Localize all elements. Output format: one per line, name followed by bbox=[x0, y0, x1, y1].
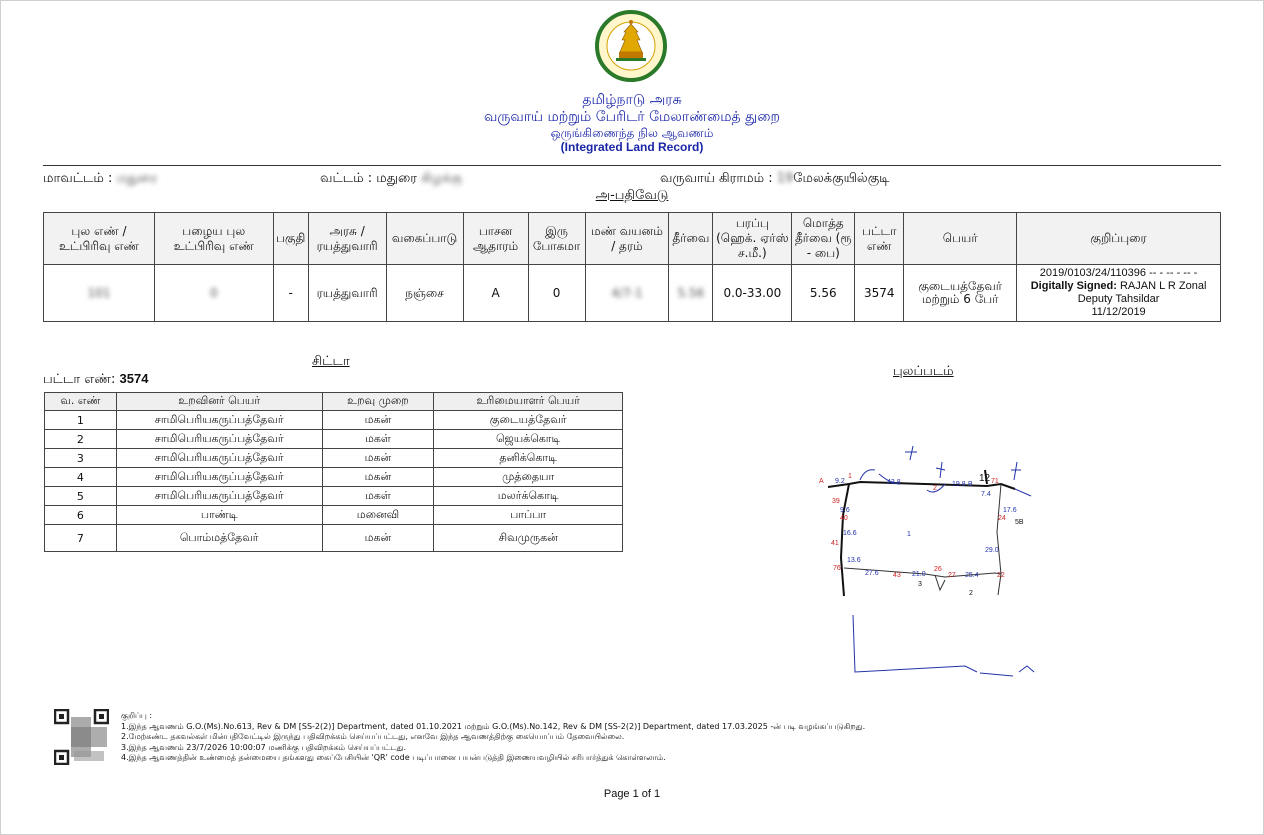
column-header: பழைய புல உட்பிரிவு எண் bbox=[154, 213, 273, 265]
owner-name-cell: சிவமுருகன் bbox=[434, 525, 623, 552]
note-line: 1.இந்த ஆவணம் G.O.(Ms).No.613, Rev & DM [SS-2(2)] Department, dated 01.10.2021 மற்றும் G.O.(Ms).No.142, Rev & DM [SS-2(2)] Department, dated 17.03.2025 -ன் படி வழங்கப்படுகிறது. bbox=[121, 721, 866, 731]
map-label: 43 bbox=[893, 572, 901, 579]
taluk-value-blurred: கிழக்கு bbox=[421, 171, 463, 186]
column-header: மொத்த தீர்வை (ரூ - பை) bbox=[792, 213, 855, 265]
relation-cell: மகன் bbox=[322, 411, 434, 430]
district-field bbox=[43, 171, 157, 187]
owner-name-cell: மலர்க்கொடி bbox=[434, 487, 623, 506]
survey-number-cell: 101 bbox=[44, 265, 155, 322]
relative-name-cell: பாண்டி bbox=[116, 506, 322, 525]
map-label: 24 bbox=[998, 515, 1006, 522]
serial-cell: 1 bbox=[45, 411, 117, 430]
village-value: மேலக்குயில்குடி bbox=[793, 171, 890, 186]
map-label: 5B bbox=[1015, 519, 1024, 526]
chitta-title: சிட்டா bbox=[312, 354, 350, 369]
map-label: A bbox=[819, 478, 824, 485]
chitta-table bbox=[44, 392, 623, 552]
map-label: 21.0 bbox=[912, 571, 926, 578]
owner-name-cell: குடையத்தேவர் bbox=[434, 411, 623, 430]
taluk-field bbox=[320, 171, 462, 187]
relation-cell: மனைவி bbox=[322, 506, 434, 525]
map-label: 13.6 bbox=[847, 557, 861, 564]
column-header: பட்டா எண் bbox=[855, 213, 904, 265]
map-label: 3 bbox=[918, 581, 922, 588]
field-map-title: புலப்படம் bbox=[893, 364, 954, 379]
relative-name-cell: சாமிபெரியகருப்பத்தேவர் bbox=[116, 449, 322, 468]
serial-cell: 5 bbox=[45, 487, 117, 506]
government-title: தமிழ்நாடு அரசு bbox=[582, 92, 682, 108]
relation-cell: மகன் bbox=[322, 525, 434, 552]
relative-name-cell: சாமிபெரியகருப்பத்தேவர் bbox=[116, 430, 322, 449]
owner-name-cell: பாப்பா bbox=[434, 506, 623, 525]
double-crop-cell: 0 bbox=[528, 265, 585, 322]
header-divider bbox=[43, 165, 1221, 166]
table-row bbox=[45, 449, 623, 468]
district-value: மதுரை bbox=[116, 171, 158, 186]
map-label: 41 bbox=[831, 540, 839, 547]
column-header: தீர்வை bbox=[669, 213, 713, 265]
map-label: 1 bbox=[848, 473, 852, 480]
map-label: 43.8 bbox=[887, 479, 901, 486]
relative-name-cell: பொம்மத்தேவர் bbox=[116, 525, 322, 552]
record-title-english: (Integrated Land Record) bbox=[560, 140, 704, 154]
relation-cell: மகள் bbox=[322, 430, 434, 449]
map-label: 12 bbox=[979, 473, 991, 484]
map-label: 17.6 bbox=[1003, 507, 1017, 514]
signed-label: Digitally Signed: bbox=[1030, 280, 1117, 292]
map-label: 9.2 bbox=[835, 478, 845, 485]
notes-section bbox=[121, 711, 865, 764]
column-header: உறவினர் பெயர் bbox=[116, 393, 322, 411]
table-row bbox=[45, 411, 623, 430]
relation-cell: மகன் bbox=[322, 468, 434, 487]
record-title-tamil: ஒருங்கிணைந்த நில ஆவணம் bbox=[550, 126, 714, 140]
column-header: இரு போகமா bbox=[528, 213, 585, 265]
map-label: 9.6 bbox=[840, 507, 850, 514]
owner-name-cell: தனிக்கொடி bbox=[434, 449, 623, 468]
column-header: அரசு / ரயத்துவாரி bbox=[308, 213, 386, 265]
map-label: B bbox=[968, 481, 973, 488]
qr-code-icon bbox=[54, 709, 109, 765]
register-subtitle: அ-பதிவேடு bbox=[595, 188, 669, 203]
map-label: 39 bbox=[832, 498, 840, 505]
notes-title: குறிப்பு : bbox=[121, 711, 153, 720]
patta-number-label bbox=[43, 371, 148, 388]
column-header: புல எண் / உட்பிரிவு எண் bbox=[44, 213, 155, 265]
map-label: 40 bbox=[840, 515, 848, 522]
signer-designation: Deputy Tahsildar bbox=[1077, 293, 1160, 305]
map-label: 22 bbox=[997, 572, 1005, 579]
patta-number-cell: 3574 bbox=[855, 265, 904, 322]
measurement-labels bbox=[819, 473, 1024, 597]
field-map-sketch bbox=[805, 440, 1045, 685]
old-survey-number-cell: 0 bbox=[154, 265, 273, 322]
serial-cell: 3 bbox=[45, 449, 117, 468]
map-label: 29.0 bbox=[985, 547, 999, 554]
map-label: 2 bbox=[933, 485, 937, 492]
serial-cell: 7 bbox=[45, 525, 117, 552]
classification-cell: நஞ்சை bbox=[386, 265, 463, 322]
map-label: 26 bbox=[934, 566, 942, 573]
map-label: 71 bbox=[991, 478, 999, 485]
map-label: 19.8 bbox=[952, 481, 966, 488]
field-annotations bbox=[853, 446, 1034, 676]
map-label: 7.4 bbox=[981, 491, 991, 498]
taluk-label: வட்டம் : bbox=[320, 171, 373, 186]
village-number-blurred: 19 bbox=[776, 171, 794, 186]
map-label: 27 bbox=[948, 572, 956, 579]
map-label: 76 bbox=[833, 565, 841, 572]
a-register-table bbox=[43, 212, 1221, 322]
assessment-cell: 5.56 bbox=[669, 265, 713, 322]
village-label: வருவாய் கிராமம் : bbox=[660, 171, 773, 186]
remark-cell bbox=[1017, 265, 1221, 322]
owner-name-cell: ஜெயக்கொடி bbox=[434, 430, 623, 449]
table-header-row bbox=[45, 393, 623, 411]
tamil-nadu-emblem-icon bbox=[592, 10, 670, 84]
extent-cell: 0.0-33.00 bbox=[713, 265, 792, 322]
owner-name-cell: முத்தையா bbox=[434, 468, 623, 487]
signer-name: RAJAN L R Zonal bbox=[1119, 280, 1207, 292]
relation-cell: மகள் bbox=[322, 487, 434, 506]
total-assessment-cell: 5.56 bbox=[792, 265, 855, 322]
village-field bbox=[660, 171, 890, 187]
map-label: 25.4 bbox=[965, 572, 979, 579]
map-label: 16.6 bbox=[843, 530, 857, 537]
column-header: குறிப்புரை bbox=[1017, 213, 1221, 265]
note-line: 4.இந்த ஆவணத்தின் உண்மைத் தன்மையை தங்களது கைப்பேசியின் 'QR' code படிப்பானை பயன்படுத்தி இணையவழியில் சரிபார்த்துக் கொள்ளலாம். bbox=[121, 753, 666, 762]
owner-name-cell: குடையத்தேவர் மற்றும் 6 பேர் bbox=[904, 265, 1017, 322]
relative-name-cell: சாமிபெரியகருப்பத்தேவர் bbox=[116, 487, 322, 506]
district-label: மாவட்டம் : bbox=[43, 171, 113, 186]
page-number: Page 1 of 1 bbox=[603, 788, 661, 800]
department-title: வருவாய் மற்றும் பேரிடர் மேலாண்மைத் துறை bbox=[483, 109, 781, 125]
map-label: 2 bbox=[969, 590, 973, 597]
column-header: பகுதி bbox=[273, 213, 308, 265]
column-header: பாசன ஆதாரம் bbox=[463, 213, 528, 265]
part-cell: - bbox=[273, 265, 308, 322]
soil-grade-cell: 4/7-1 bbox=[585, 265, 669, 322]
serial-cell: 6 bbox=[45, 506, 117, 525]
column-header: வகைப்பாடு bbox=[386, 213, 463, 265]
map-label: 27.6 bbox=[865, 570, 879, 577]
table-row bbox=[45, 430, 623, 449]
column-header: வ. எண் bbox=[45, 393, 117, 411]
table-row bbox=[45, 506, 623, 525]
map-label: 1 bbox=[907, 531, 911, 538]
note-line: 3.இந்த ஆவணம் 23/7/2026 10:00:07 மணிக்கு பதிவிறக்கம் செய்யப்பட்டது. bbox=[121, 742, 407, 752]
column-header: உறவு முறை bbox=[322, 393, 434, 411]
relative-name-cell: சாமிபெரியகருப்பத்தேவர் bbox=[116, 411, 322, 430]
column-header: உரிமையாளர் பெயர் bbox=[434, 393, 623, 411]
digital-signature bbox=[1019, 280, 1218, 293]
table-row bbox=[44, 265, 1221, 322]
table-row bbox=[45, 487, 623, 506]
column-header: பெயர் bbox=[904, 213, 1017, 265]
column-header: பரப்பு (ஹெக். ஏர்ஸ் ச.மீ.) bbox=[713, 213, 792, 265]
table-row bbox=[45, 468, 623, 487]
table-header-row bbox=[44, 213, 1221, 265]
relation-cell: மகன் bbox=[322, 449, 434, 468]
table-row bbox=[45, 525, 623, 552]
column-header: மண் வயனம் / தரம் bbox=[585, 213, 669, 265]
patta-label-value: 3574 bbox=[119, 371, 149, 386]
patta-label-text: பட்டா எண்: bbox=[43, 372, 116, 387]
relative-name-cell: சாமிபெரியகருப்பத்தேவர் bbox=[116, 468, 322, 487]
tenure-cell: ரயத்துவாரி bbox=[308, 265, 386, 322]
serial-cell: 4 bbox=[45, 468, 117, 487]
irrigation-cell: A bbox=[463, 265, 528, 322]
signature-date: 11/12/2019 bbox=[1091, 306, 1146, 318]
note-line: 2.மேற்கண்ட தகவல்கள் மின்பதிவேட்டில் இருந்து பதிவிறக்கம் செய்யப்பட்டது, எனவே இந்த ஆவணத்திற்கு கையொப்பம் தேவையில்லை. bbox=[121, 732, 625, 741]
taluk-value: மதுரை bbox=[376, 171, 418, 186]
serial-cell: 2 bbox=[45, 430, 117, 449]
remark-reference: 2019/0103/24/110396 -- - -- - -- - bbox=[1039, 267, 1198, 279]
